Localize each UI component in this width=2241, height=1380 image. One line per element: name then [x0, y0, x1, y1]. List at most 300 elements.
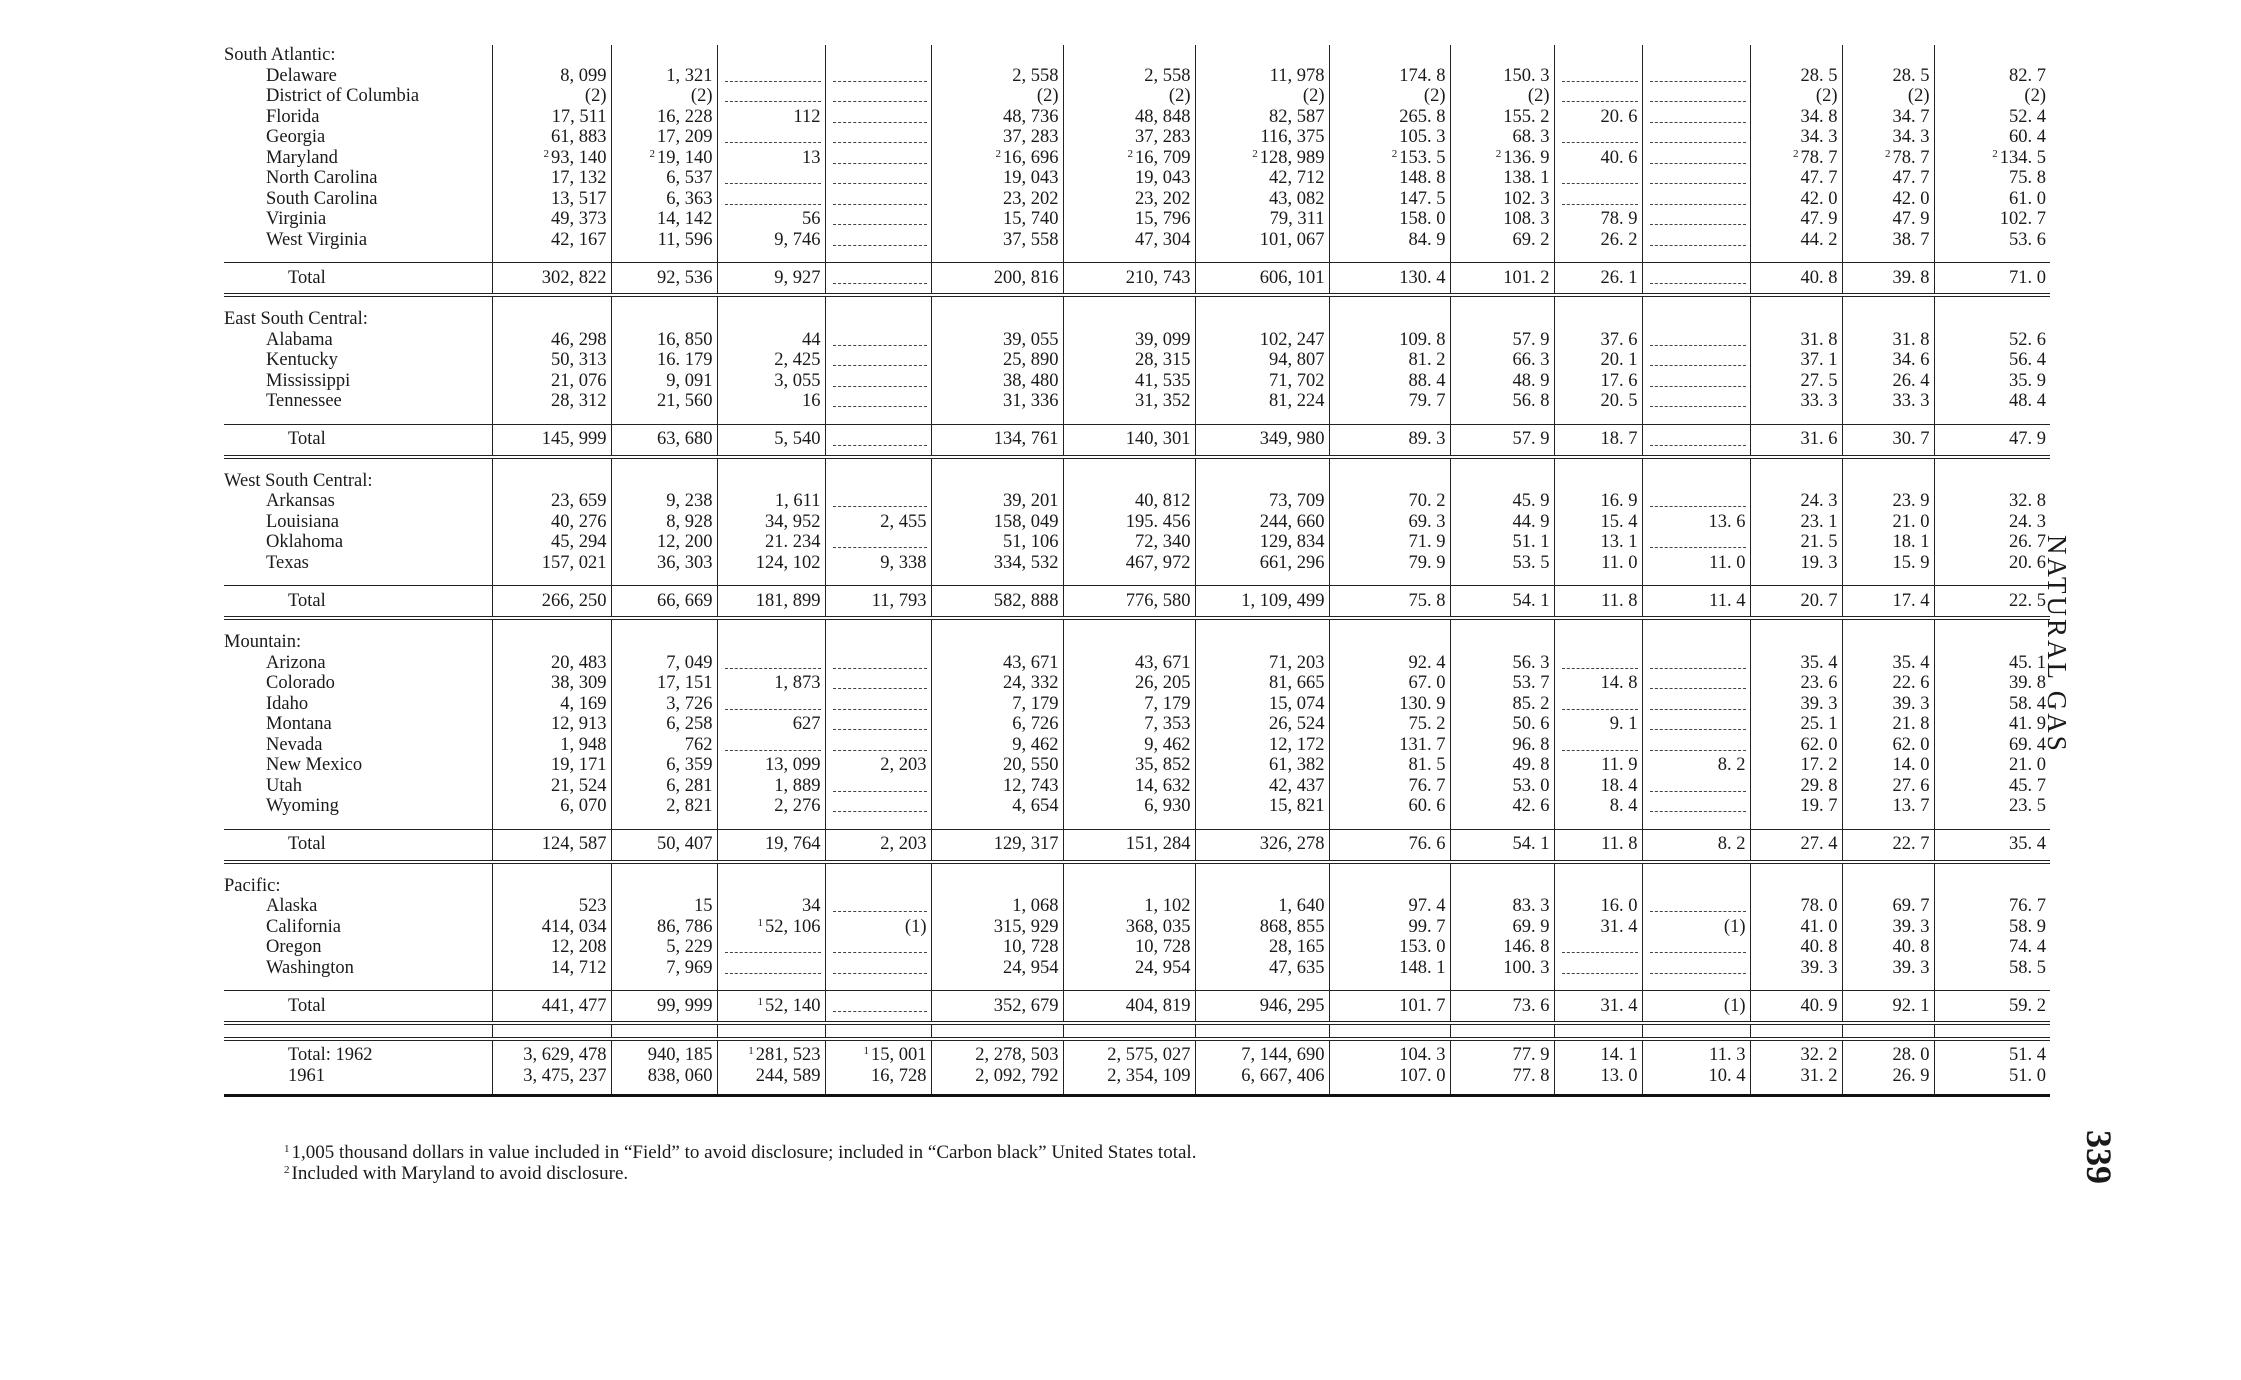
table-row — [224, 735, 2050, 756]
row-label — [224, 896, 492, 917]
table-cell — [717, 776, 825, 797]
region-heading: West South Central: — [224, 470, 373, 491]
cell-value: (2) — [1907, 86, 1930, 106]
cell-value: 124, 587 — [541, 834, 607, 855]
empty-cell-dash — [1562, 71, 1638, 82]
empty-cell-dash — [833, 901, 926, 912]
table-cell — [1063, 776, 1195, 797]
table-cell — [1063, 937, 1195, 958]
table-cell — [1642, 632, 1750, 653]
table-cell — [1063, 991, 1195, 1024]
row-label-text: Total — [288, 429, 326, 450]
table-cell — [1450, 295, 1554, 309]
table-row — [224, 714, 2050, 735]
empty-cell-dash — [1650, 658, 1745, 669]
cell-value: 51, 106 — [1003, 532, 1059, 552]
cell-value: 414, 034 — [541, 916, 607, 937]
cell-value: 28. 5 — [1892, 65, 1930, 86]
region-header-row — [224, 632, 2050, 653]
table-cell — [611, 991, 717, 1024]
cell-value: (2) — [2024, 86, 2046, 106]
cell-value: 96. 8 — [1512, 734, 1550, 755]
table-cell — [717, 295, 825, 309]
page-number: 339 — [2079, 1130, 2119, 1184]
table-cell — [1195, 937, 1329, 958]
cell-value: 50, 313 — [551, 350, 607, 370]
table-cell — [1842, 991, 1934, 1024]
row-label-text: 1961 — [288, 1065, 325, 1086]
cell-value: 150. 3 — [1503, 65, 1550, 86]
table-cell — [1195, 457, 1329, 471]
cell-value: 8. 2 — [1717, 834, 1746, 855]
cell-value: 97. 4 — [1408, 896, 1446, 916]
table-cell — [1842, 632, 1934, 653]
cell-value: 13. 6 — [1708, 511, 1746, 532]
table-cell — [1842, 263, 1934, 296]
table-cell — [825, 127, 931, 148]
cell-value: 33. 3 — [1800, 391, 1838, 411]
row-label — [224, 776, 492, 797]
table-cell — [492, 735, 611, 756]
row-label — [224, 107, 492, 128]
table-cell — [1642, 168, 1750, 189]
table-cell — [1934, 424, 2050, 457]
spacer-row — [224, 295, 2050, 309]
table-cell — [1642, 1023, 1750, 1039]
table-cell — [1063, 127, 1195, 148]
empty-cell-dash — [833, 496, 926, 507]
table-cell — [611, 471, 717, 492]
total-row — [224, 424, 2050, 457]
empty-cell-dash — [833, 942, 926, 953]
table-row — [224, 653, 2050, 674]
row-label — [224, 391, 492, 412]
cell-value: 762 — [684, 734, 713, 755]
table-cell — [825, 512, 931, 533]
cell-value: 17. 2 — [1800, 755, 1838, 775]
table-cell — [492, 295, 611, 309]
cell-value: 42. 0 — [1892, 188, 1930, 209]
table-cell — [1450, 862, 1554, 876]
table-cell — [1063, 978, 1195, 991]
cell-value: 523 — [578, 896, 607, 916]
table-cell — [1842, 107, 1934, 128]
table-cell — [1934, 45, 2050, 66]
table-cell — [1750, 127, 1842, 148]
table-cell — [1195, 391, 1329, 412]
table-cell — [1450, 632, 1554, 653]
cell-value: 134, 761 — [993, 429, 1059, 450]
table-cell — [717, 586, 825, 619]
table-cell — [1750, 295, 1842, 309]
cell-value: 9, 462 — [1144, 734, 1191, 755]
table-cell — [1934, 350, 2050, 371]
table-cell — [1450, 350, 1554, 371]
table-cell — [1642, 1039, 1750, 1066]
cell-value: 46, 298 — [551, 329, 607, 350]
table-cell — [717, 189, 825, 210]
table-cell — [1750, 532, 1842, 553]
table-cell — [1934, 862, 2050, 876]
row-label — [224, 532, 492, 553]
empty-cell-dash — [1650, 132, 1745, 143]
table-cell — [1642, 412, 1750, 425]
cell-value: 281, 523 — [755, 1045, 821, 1065]
cell-value: 9, 927 — [774, 267, 821, 288]
cell-value: 77. 9 — [1512, 1045, 1550, 1065]
cell-value: 13. 7 — [1892, 796, 1930, 816]
cell-value: 9, 338 — [880, 552, 927, 573]
table-cell — [611, 1023, 717, 1039]
cell-value: 16, 696 — [1003, 147, 1059, 168]
table-cell — [1642, 309, 1750, 330]
table-cell — [1554, 829, 1642, 862]
table-cell — [1554, 491, 1642, 512]
table-cell — [1063, 148, 1195, 169]
cell-value: 200, 816 — [993, 267, 1059, 288]
statistics-table-container — [224, 45, 2050, 1125]
table-cell — [1842, 532, 1934, 553]
region-header-row — [224, 45, 2050, 66]
cell-value: 6, 930 — [1144, 796, 1191, 816]
table-cell — [1063, 168, 1195, 189]
cell-value: 67. 0 — [1408, 673, 1446, 693]
table-cell — [1554, 673, 1642, 694]
cell-value: 3, 726 — [666, 693, 713, 714]
table-cell — [1750, 776, 1842, 797]
table-cell — [1842, 127, 1934, 148]
cell-value: 1, 889 — [774, 775, 821, 796]
table-cell — [1934, 230, 2050, 251]
table-cell — [1642, 618, 1750, 632]
cell-value: 20, 483 — [551, 652, 607, 673]
table-cell — [492, 424, 611, 457]
table-cell — [1842, 189, 1934, 210]
table-cell — [492, 45, 611, 66]
empty-cell-dash — [1650, 376, 1745, 387]
cell-value: 138. 1 — [1503, 168, 1550, 188]
table-cell — [1063, 755, 1195, 776]
cell-value: 2, 558 — [1144, 65, 1191, 86]
cell-value: 93, 140 — [551, 147, 607, 168]
table-cell — [1554, 148, 1642, 169]
cell-value: 9. 1 — [1609, 714, 1638, 734]
row-label — [224, 673, 492, 694]
table-cell — [1750, 189, 1842, 210]
cell-value: 24, 954 — [1003, 957, 1059, 978]
cell-value: 92. 1 — [1892, 995, 1930, 1016]
cell-value: 940, 185 — [647, 1045, 713, 1065]
footnote-ref: 2 — [649, 147, 655, 160]
empty-cell-dash — [1650, 435, 1745, 446]
table-cell — [717, 553, 825, 574]
cell-value: 32. 2 — [1800, 1045, 1838, 1065]
table-cell — [1195, 755, 1329, 776]
table-cell — [1063, 512, 1195, 533]
table-cell — [717, 45, 825, 66]
cell-value: 108. 3 — [1503, 209, 1550, 229]
table-cell — [1195, 512, 1329, 533]
table-cell — [1642, 896, 1750, 917]
table-cell — [1195, 632, 1329, 653]
empty-cell-dash — [725, 194, 820, 205]
table-cell — [1329, 632, 1450, 653]
table-cell — [1329, 958, 1450, 979]
empty-cell-dash — [1650, 173, 1745, 184]
table-cell — [1195, 350, 1329, 371]
table-cell — [1063, 457, 1195, 471]
table-cell — [611, 371, 717, 392]
table-cell — [931, 263, 1063, 296]
table-cell — [1554, 553, 1642, 574]
table-cell — [1195, 673, 1329, 694]
row-label-text: Mississippi — [266, 370, 351, 391]
table-cell — [1195, 958, 1329, 979]
table-cell — [611, 532, 717, 553]
table-cell — [1450, 876, 1554, 897]
table-cell — [1450, 553, 1554, 574]
cell-value: 37, 283 — [1135, 127, 1191, 147]
table-cell — [1329, 148, 1450, 169]
table-cell — [492, 330, 611, 351]
table-cell — [1842, 755, 1934, 776]
cell-value: 8. 4 — [1609, 796, 1638, 816]
empty-cell-dash — [725, 132, 820, 143]
table-cell — [1554, 978, 1642, 991]
table-cell — [1750, 553, 1842, 574]
cell-value: 3, 629, 478 — [523, 1045, 607, 1065]
cell-value: 34. 7 — [1892, 106, 1930, 127]
cell-value: 69. 7 — [1892, 896, 1930, 916]
cell-value: 128, 989 — [1259, 147, 1325, 168]
cell-value: 25, 890 — [1003, 350, 1059, 370]
table-cell — [1195, 66, 1329, 87]
table-cell — [1063, 371, 1195, 392]
table-cell — [1450, 917, 1554, 938]
cell-value: 26. 1 — [1600, 267, 1638, 288]
table-cell — [1842, 86, 1934, 107]
empty-cell-dash — [1562, 173, 1638, 184]
table-cell — [931, 230, 1063, 251]
cell-value: 8. 2 — [1717, 755, 1746, 775]
table-cell — [825, 1039, 931, 1066]
table-cell — [1554, 457, 1642, 471]
cell-value: 23. 9 — [1892, 491, 1930, 511]
table-cell — [492, 991, 611, 1024]
cell-value: 39. 8 — [2009, 673, 2046, 693]
empty-cell-dash — [1650, 699, 1745, 710]
table-cell — [1063, 1039, 1195, 1066]
table-cell — [931, 457, 1063, 471]
table-cell — [1842, 1066, 1934, 1096]
cell-value: 40. 8 — [1800, 937, 1838, 957]
cell-value: 52, 140 — [765, 995, 821, 1016]
empty-cell-dash — [1562, 963, 1638, 974]
cell-value: 83. 3 — [1512, 896, 1550, 916]
table-cell — [1554, 991, 1642, 1024]
table-cell — [611, 330, 717, 351]
table-cell — [1329, 424, 1450, 457]
empty-cell-dash — [833, 719, 926, 730]
cell-value: 31, 352 — [1135, 391, 1191, 411]
table-cell — [492, 694, 611, 715]
table-cell — [1450, 586, 1554, 619]
table-cell — [492, 412, 611, 425]
table-cell — [1063, 714, 1195, 735]
empty-cell-dash — [1650, 71, 1745, 82]
row-label-text: Kentucky — [266, 350, 338, 370]
footnote-ref: 2 — [1495, 147, 1502, 160]
empty-cell-dash — [1650, 91, 1745, 102]
table-cell — [1842, 209, 1934, 230]
table-cell — [1842, 776, 1934, 797]
row-label — [224, 958, 492, 979]
table-row — [224, 755, 2050, 776]
table-cell — [1195, 230, 1329, 251]
table-cell — [1934, 937, 2050, 958]
table-cell — [1195, 107, 1329, 128]
cell-value: 44. 2 — [1800, 229, 1838, 250]
table-cell — [1450, 532, 1554, 553]
table-row — [224, 209, 2050, 230]
table-cell — [1195, 412, 1329, 425]
cell-value: 14. 8 — [1600, 673, 1638, 693]
table-cell — [931, 958, 1063, 979]
table-cell — [1329, 230, 1450, 251]
cell-value: 326, 278 — [1259, 834, 1325, 855]
table-cell — [1554, 230, 1642, 251]
cell-value: 47. 9 — [1892, 209, 1930, 229]
table-cell — [1934, 412, 2050, 425]
cell-value: 6, 281 — [666, 775, 713, 796]
table-cell — [825, 876, 931, 897]
table-cell — [1750, 755, 1842, 776]
spacer-row — [224, 1023, 2050, 1039]
table-row — [224, 553, 2050, 574]
cell-value: 45. 7 — [2009, 775, 2046, 796]
row-label — [224, 330, 492, 351]
cell-value: 12, 172 — [1269, 734, 1325, 755]
table-cell — [1450, 424, 1554, 457]
table-row — [224, 371, 2050, 392]
table-cell — [611, 107, 717, 128]
empty-cell-dash — [1650, 273, 1745, 284]
table-cell — [1554, 371, 1642, 392]
cell-value: 71, 702 — [1269, 370, 1325, 391]
cell-value: 42, 167 — [551, 229, 607, 250]
table-cell — [1750, 457, 1842, 471]
table-cell — [931, 896, 1063, 917]
table-cell — [931, 512, 1063, 533]
table-cell — [611, 168, 717, 189]
table-cell — [1450, 412, 1554, 425]
cell-value: 76. 7 — [1408, 775, 1446, 796]
cell-value: 18. 4 — [1600, 775, 1638, 796]
cell-value: 26, 205 — [1135, 673, 1191, 693]
table-cell — [611, 250, 717, 263]
table-cell — [224, 412, 492, 425]
cell-value: 61, 382 — [1269, 755, 1325, 775]
table-cell — [717, 653, 825, 674]
table-cell — [492, 189, 611, 210]
table-cell — [1642, 586, 1750, 619]
table-cell — [1329, 209, 1450, 230]
table-cell — [1554, 127, 1642, 148]
table-cell — [1842, 1023, 1934, 1039]
table-cell — [1842, 168, 1934, 189]
cell-value: 24, 332 — [1003, 673, 1059, 693]
table-cell — [1063, 896, 1195, 917]
table-cell — [1842, 250, 1934, 263]
table-cell — [1642, 829, 1750, 862]
table-cell — [1842, 796, 1934, 817]
cell-value: 38. 7 — [1892, 229, 1930, 250]
table-cell — [1642, 45, 1750, 66]
table-cell — [1195, 189, 1329, 210]
cell-value: 48. 4 — [2009, 391, 2046, 411]
table-cell — [825, 66, 931, 87]
table-cell — [1450, 714, 1554, 735]
cell-value: 101, 067 — [1259, 229, 1325, 250]
cell-value: 63, 680 — [657, 429, 713, 450]
table-cell — [1642, 209, 1750, 230]
cell-value: (2) — [1168, 86, 1191, 106]
table-cell — [611, 573, 717, 586]
cell-value: 21. 0 — [2009, 755, 2046, 775]
table-cell — [1842, 330, 1934, 351]
table-cell — [611, 553, 717, 574]
table-cell — [1450, 45, 1554, 66]
table-cell — [1750, 148, 1842, 169]
table-cell — [825, 371, 931, 392]
table-cell — [1195, 796, 1329, 817]
table-cell — [1329, 978, 1450, 991]
table-cell — [1329, 263, 1450, 296]
cell-value: 368, 035 — [1125, 916, 1191, 937]
table-cell — [224, 618, 492, 632]
table-cell — [1750, 168, 1842, 189]
cell-value: 26. 2 — [1600, 229, 1638, 250]
table-cell — [1329, 391, 1450, 412]
row-label — [224, 755, 492, 776]
table-cell — [1329, 694, 1450, 715]
table-cell — [717, 309, 825, 330]
empty-cell-dash — [1650, 153, 1745, 164]
table-cell — [825, 714, 931, 735]
cell-value: 7, 179 — [1144, 693, 1191, 714]
total-row — [224, 991, 2050, 1024]
table-cell — [1750, 991, 1842, 1024]
table-cell — [611, 817, 717, 830]
cell-value: 107. 0 — [1399, 1065, 1446, 1086]
cell-value: 6, 726 — [1012, 714, 1059, 734]
table-cell — [611, 917, 717, 938]
table-cell — [1842, 917, 1934, 938]
spacer-row — [224, 250, 2050, 263]
table-cell — [1842, 937, 1934, 958]
table-cell — [931, 66, 1063, 87]
cell-value: 7, 049 — [666, 652, 713, 673]
cell-value: 1, 068 — [1012, 896, 1059, 916]
empty-cell-dash — [833, 194, 926, 205]
table-cell — [1195, 309, 1329, 330]
table-cell — [1934, 796, 2050, 817]
table-cell — [1450, 937, 1554, 958]
cell-value: 158, 049 — [993, 511, 1059, 532]
table-cell — [1750, 817, 1842, 830]
table-cell — [1554, 263, 1642, 296]
cell-value: 140, 301 — [1125, 429, 1191, 450]
